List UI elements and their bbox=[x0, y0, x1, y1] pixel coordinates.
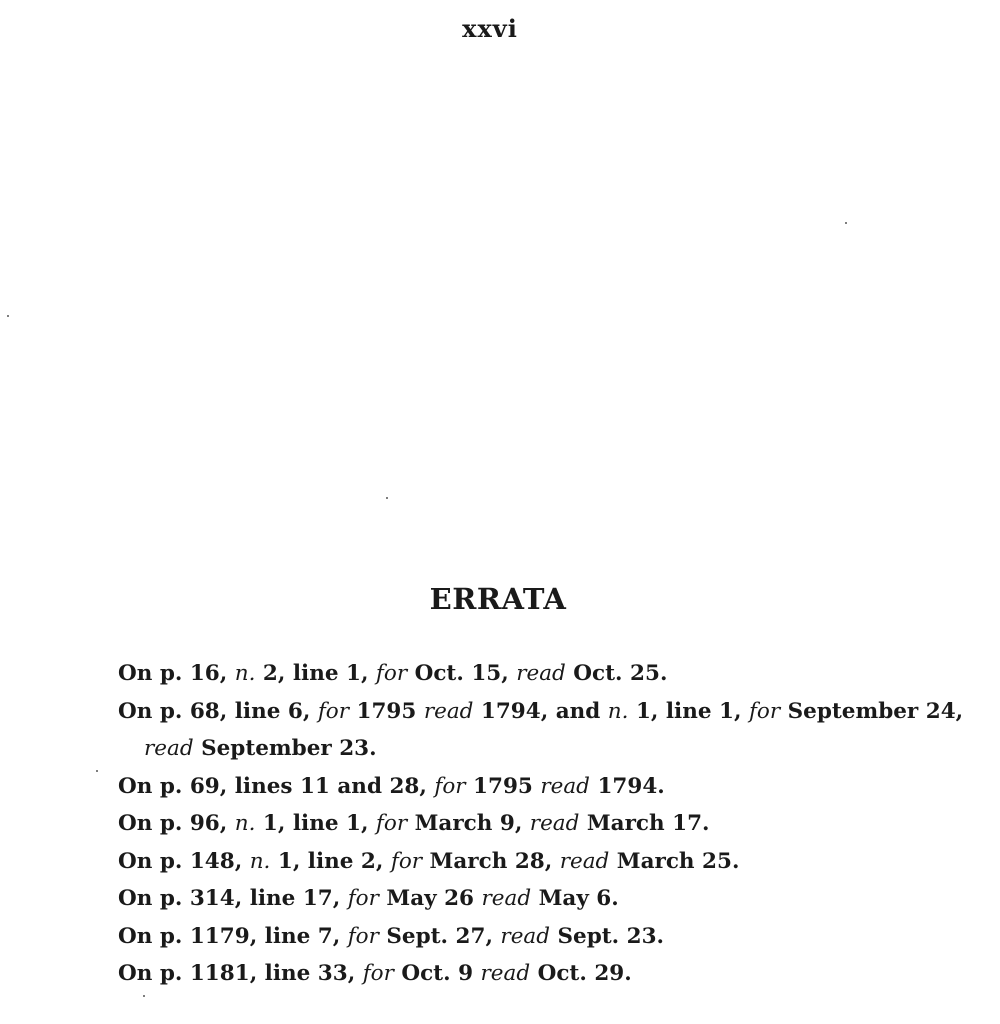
read-word: read bbox=[480, 961, 531, 986]
for-word: for bbox=[375, 661, 408, 686]
page-number: xxvi bbox=[462, 14, 518, 43]
entry-text: March 17. bbox=[579, 811, 710, 836]
entry-text: March 9, bbox=[407, 811, 530, 836]
entry-text: May 6. bbox=[531, 886, 619, 911]
errata-entry bbox=[118, 693, 978, 768]
errata-entry bbox=[118, 655, 978, 693]
entry-text: On p. 16, bbox=[118, 661, 235, 686]
read-word: read bbox=[481, 886, 532, 911]
entry-text: On p. 1181, line 33, bbox=[118, 961, 363, 986]
for-word: for bbox=[390, 848, 423, 874]
read-word: read bbox=[144, 736, 194, 761]
entry-text: Sept. 27, bbox=[378, 923, 501, 949]
entry-text: 1794. bbox=[589, 773, 665, 799]
entry-text: Oct. 9 bbox=[393, 961, 481, 986]
read-word: read bbox=[540, 773, 590, 799]
entry-text: May 26 bbox=[378, 886, 482, 911]
for-word: for bbox=[347, 923, 379, 949]
scan-speck bbox=[386, 497, 388, 499]
entry-text: March 25. bbox=[609, 848, 740, 874]
read-word: read bbox=[423, 698, 474, 724]
entry-text: September 24, bbox=[780, 698, 964, 724]
for-word: for bbox=[317, 698, 349, 724]
page-title: ERRATA bbox=[429, 582, 567, 616]
note-abbrev: n. bbox=[234, 811, 256, 836]
note-abbrev: n. bbox=[234, 661, 256, 686]
for-word: for bbox=[434, 773, 466, 799]
errata-entry bbox=[118, 880, 978, 918]
entry-text: On p. 69, lines 11 and 28, bbox=[118, 773, 435, 799]
scan-speck bbox=[7, 315, 9, 317]
for-word: for bbox=[362, 961, 394, 986]
entry-text: 1794, and bbox=[473, 698, 608, 724]
for-word: for bbox=[748, 698, 781, 724]
entry-text: 1, line 1, bbox=[255, 811, 376, 836]
read-word: read bbox=[559, 848, 610, 874]
errata-entry bbox=[118, 918, 978, 956]
for-word: for bbox=[347, 886, 379, 911]
entry-text: March 28, bbox=[422, 848, 560, 874]
entry-text: 2, line 1, bbox=[255, 661, 376, 686]
entry-text: 1, line 2, bbox=[270, 848, 391, 874]
read-word: read bbox=[500, 923, 551, 949]
errata-entry bbox=[118, 955, 978, 993]
scan-speck bbox=[845, 222, 847, 224]
errata-entry bbox=[118, 768, 978, 806]
note-abbrev: n. bbox=[249, 848, 271, 874]
errata-entry bbox=[118, 843, 978, 881]
entry-text: On p. 68, line 6, bbox=[118, 698, 318, 724]
entry-text: On p. 1179, line 7, bbox=[118, 923, 348, 949]
read-word: read bbox=[529, 811, 580, 836]
entry-text: On p. 96, bbox=[118, 811, 235, 836]
entry-text: 1, line 1, bbox=[628, 698, 749, 724]
errata-list bbox=[118, 655, 978, 993]
entry-text: Sept. 23. bbox=[550, 923, 665, 949]
entry-text: 1795 bbox=[465, 773, 541, 799]
errata-entry bbox=[118, 805, 978, 843]
scan-speck bbox=[96, 770, 98, 772]
read-word: read bbox=[516, 661, 566, 686]
scan-speck bbox=[143, 995, 145, 997]
entry-text: On p. 148, bbox=[118, 848, 250, 874]
entry-text: Oct. 25. bbox=[565, 661, 668, 686]
entry-text: Oct. 29. bbox=[530, 961, 632, 986]
note-abbrev: n. bbox=[607, 698, 629, 724]
for-word: for bbox=[375, 811, 408, 836]
entry-text: 1795 bbox=[349, 698, 424, 724]
entry-text: On p. 314, line 17, bbox=[118, 886, 348, 911]
entry-text: Oct. 15, bbox=[407, 661, 517, 686]
entry-text: September 23. bbox=[193, 736, 377, 761]
